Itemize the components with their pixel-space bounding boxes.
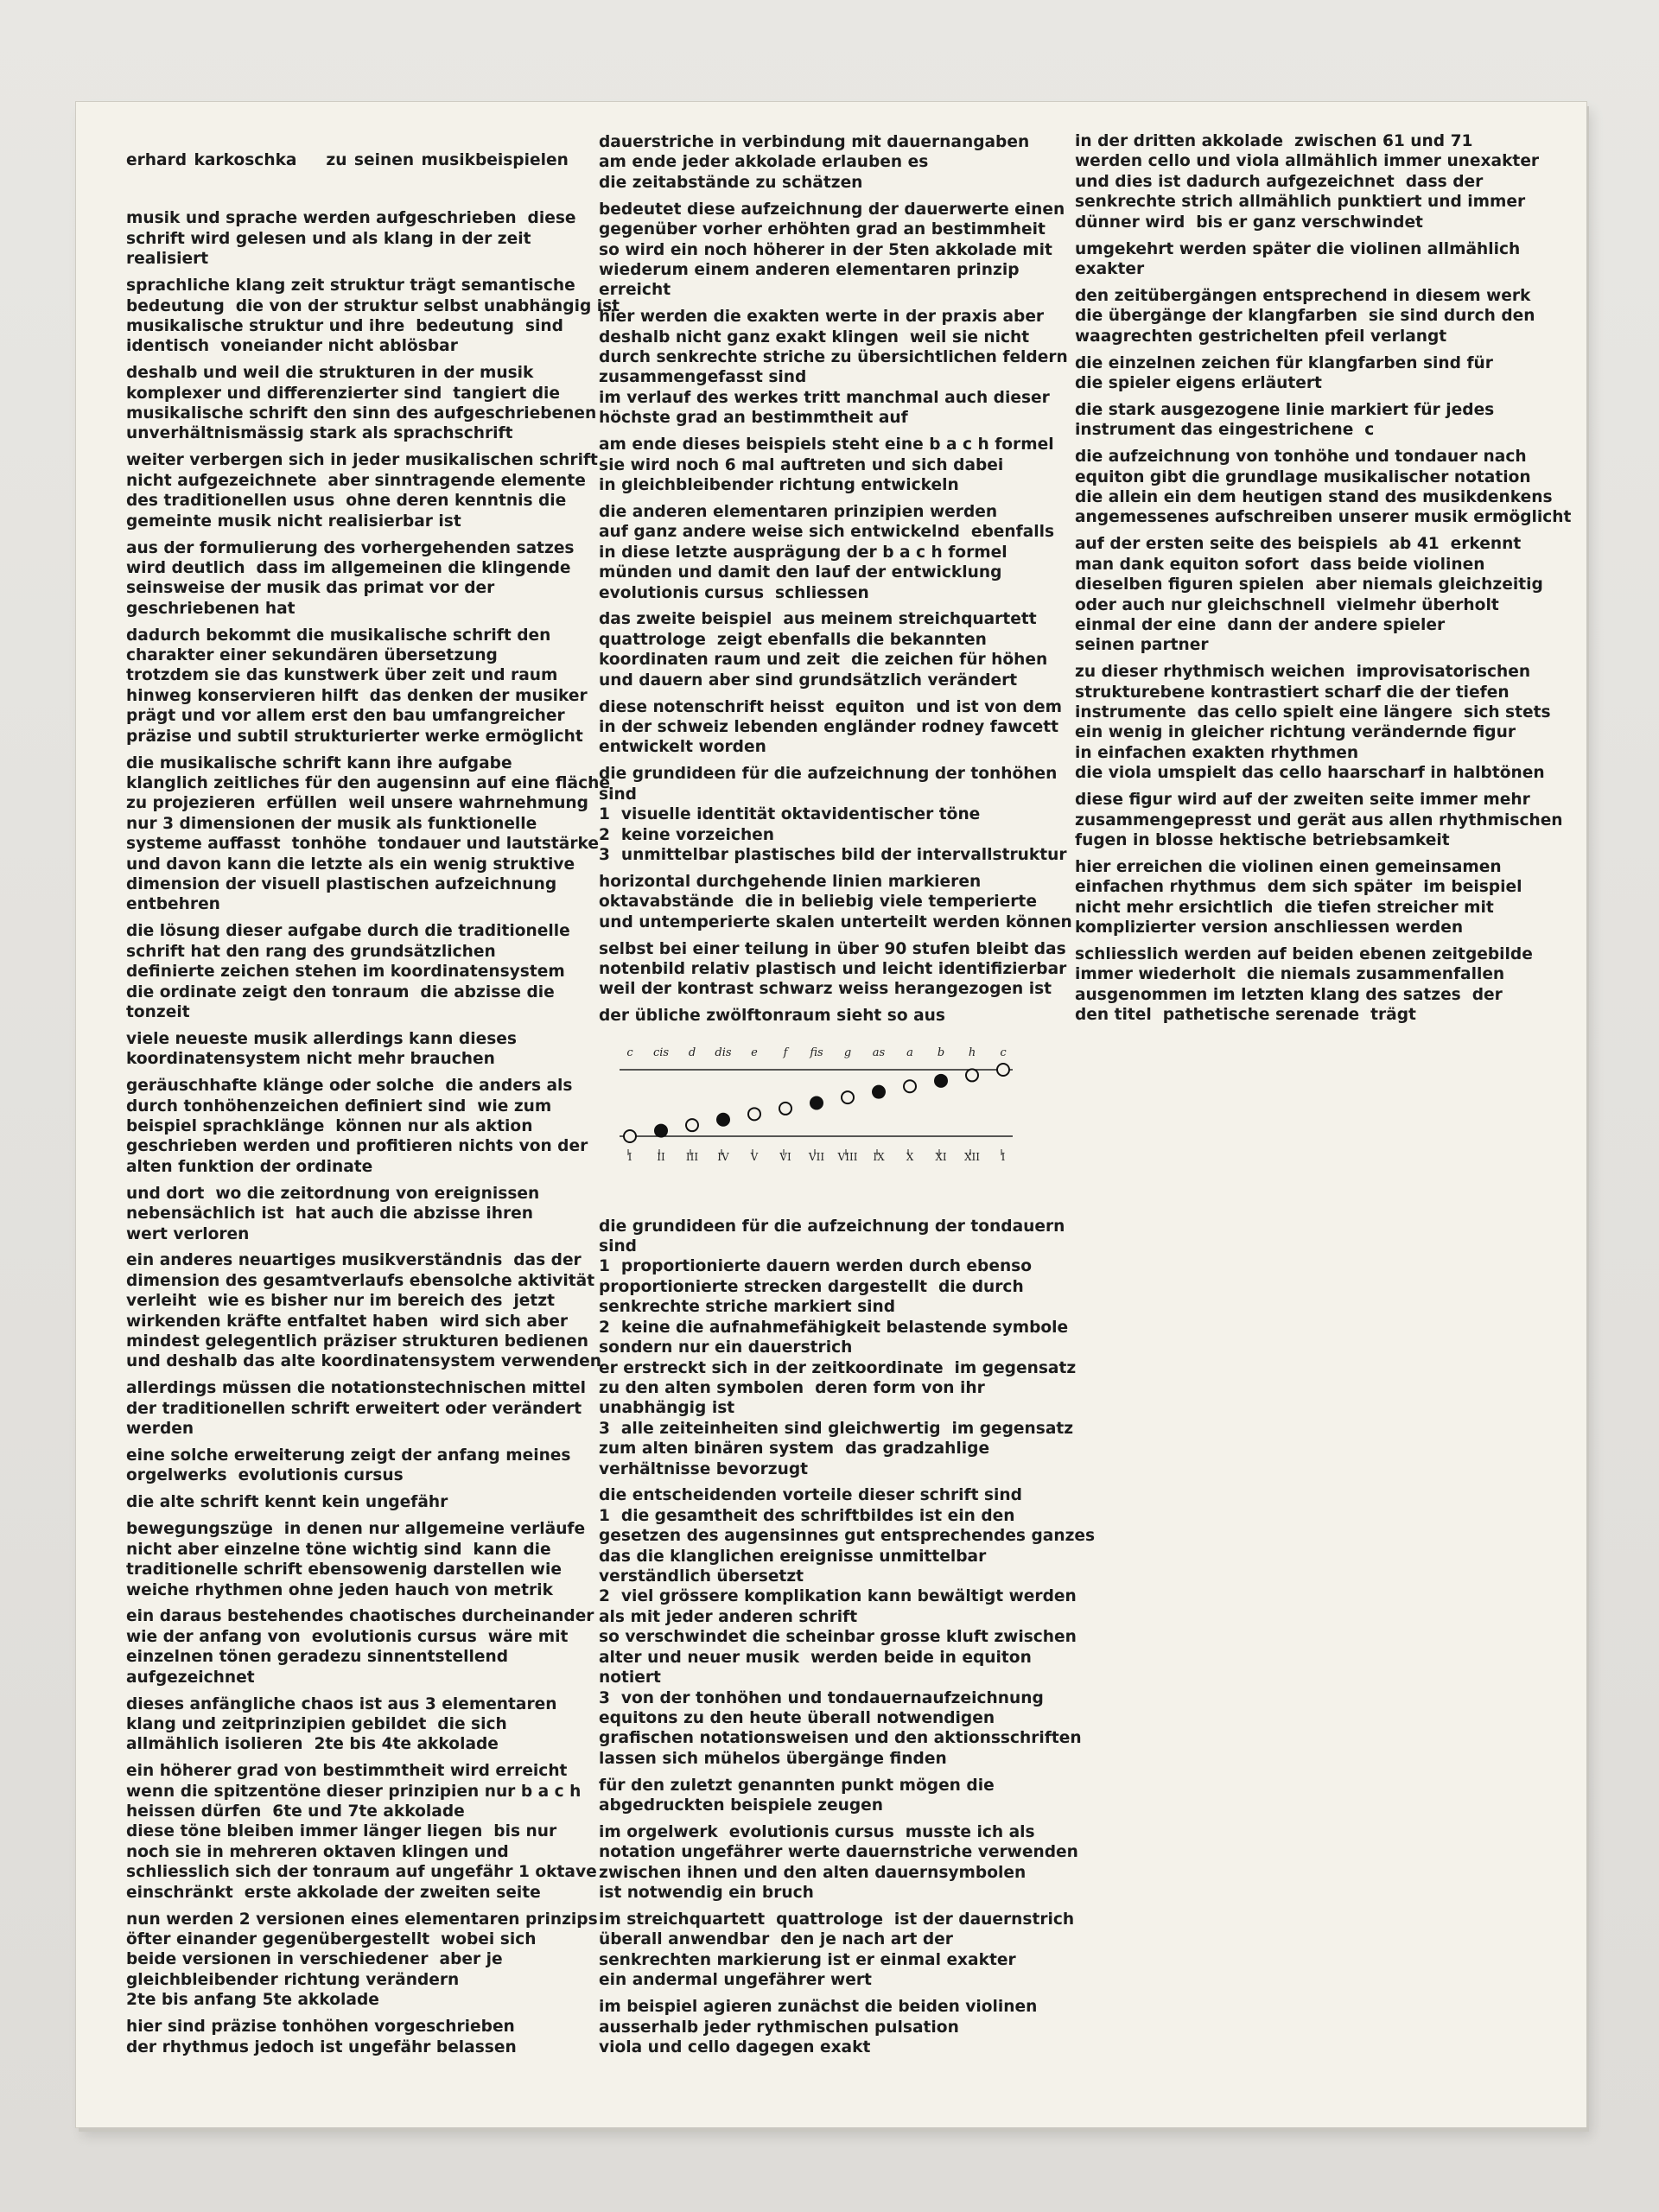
paragraph: für den zuletzt genannten punkt mögen die abgedruckten beispiele zeugen	[599, 1776, 995, 1815]
paragraph: dauerstriche in verbindung mit dauernangaben am ende jeder akkolade erlauben es die zeitabstände zu schätzen	[599, 133, 1030, 192]
paragraph: bewegungszüge in denen nur allgemeine verläufe nicht aber einzelne töne wichtig sind kann die traditionelle schrift ebensowenig darstellen wie weiche rhythmen ohne jeden hauch von metrik	[126, 1520, 586, 1599]
paragraph: deshalb und weil die strukturen in der musik komplexer und differenzierter sind tangiert die musikalische schrift den sinn des aufgeschriebenen unverhältnismässig stark als sprachschrift	[126, 364, 597, 443]
degree-label: VIII	[837, 1150, 858, 1163]
printed-sheet	[76, 102, 1586, 2127]
note-name-label: cis	[652, 1046, 670, 1059]
paragraph: ein daraus bestehendes chaotisches durcheinander wie der anfang von evolutionis cursus wäre mit einzelnen tönen geradezu sinnentstellend aufgezeichnet	[126, 1607, 594, 1687]
degree-label: X	[906, 1150, 914, 1163]
degree-label: IX	[873, 1150, 885, 1163]
degree-label: IV	[717, 1150, 729, 1163]
note-name-label: c	[1000, 1046, 1007, 1059]
degree-label: VII	[808, 1150, 825, 1163]
equiton-note	[655, 1124, 667, 1136]
equiton-note	[842, 1091, 854, 1103]
paragraph: geräuschhafte klänge oder solche die anders als durch tonhöhenzeichen definiert sind wie zum beispiel sprachklänge können nur als aktion geschrieben werden und profitieren nichts von der alten funktion der ordinate	[126, 1077, 588, 1176]
equiton-note	[810, 1096, 823, 1109]
paragraph: aus der formulierung des vorhergehenden satzes wird deutlich dass im allgemeinen die klingende seinsweise der musik das primat vor der geschriebenen hat	[126, 538, 575, 618]
paragraph: die grundideen für die aufzeichnung der tondauern sind 1 proportionierte dauern werden durch ebenso proportionierte strecken dargestellt die durch senkrechte striche markiert sind 2 keine die aufnahmefähigkeit belastende symbole sondern nur ein dauerstrich er erstreckt sich in der zeitkoordinate im gegensatz zu den alten symbolen deren form von ihr unabhängig ist 3 alle zeiteinheiten sind gleichwertig im gegensatz zum alten binären system das gradzahlige verhältnisse bevorzugt	[599, 1217, 1077, 1478]
equiton-twelve-tone-figure	[620, 1039, 1026, 1168]
degree-label: V	[750, 1150, 759, 1163]
degree-label: I	[627, 1150, 632, 1163]
paragraph: auf der ersten seite des beispiels ab 41 erkennt man dank equiton sofort dass beide violinen dieselben figuren spielen aber niemals gleichzeitig oder auch nur gleichschnell vielmehr überholt einmal der eine dann der andere spieler seinen partner	[1075, 535, 1543, 655]
paragraph: die grundideen für die aufzeichnung der tonhöhen sind 1 visuelle identität oktavidentischer töne 2 keine vorzeichen 3 unmittelbar plastisches bild der intervallstruktur	[599, 765, 1067, 864]
degree-label: XI	[935, 1150, 947, 1163]
paragraph: diese notenschrift heisst equiton und ist von dem in der schweiz lebenden engländer rodney fawcett entwickelt worden	[599, 697, 1063, 757]
paragraph: und dort wo die zeitordnung von ereignissen nebensächlich ist hat auch die abzisse ihren wert verloren	[126, 1184, 540, 1243]
paragraph: das zweite beispiel aus meinem streichquartett quattrologe zeigt ebenfalls die bekannten koordinaten raum und zeit die zeichen für höhen und dauern aber sind grundsätzlich verändert	[599, 610, 1048, 690]
paragraph: die aufzeichnung von tonhöhe und tondauer nach equiton gibt die grundlage musikalischer notation die allein ein dem heutigen stand des musikdenkens angemessenes aufschreiben unserer musik ermöglicht	[1075, 448, 1572, 527]
note-name-label: dis	[715, 1046, 732, 1059]
paragraph: im beispiel agieren zunächst die beiden violinen ausserhalb jeder rythmischen pulsation viola und cello dagegen exakt	[599, 1998, 1038, 2056]
paragraph: in der dritten akkolade zwischen 61 und 71 werden cello und viola allmählich immer unexakter und dies ist dadurch aufgezeichnet dass der senkrechte strich allmählich punktiert und immer dünner wird bis er ganz verschwindet	[1075, 132, 1540, 232]
note-name-label: a	[906, 1046, 913, 1059]
degree-label: XII	[963, 1150, 981, 1163]
paragraph: eine solche erweiterung zeigt der anfang meines orgelwerks evolutionis cursus	[126, 1446, 571, 1485]
column-3	[1075, 132, 1576, 1032]
paragraph: die alte schrift kennt kein ungefähr	[126, 1493, 448, 1512]
paragraph: die anderen elementaren prinzipien werden auf ganz andere weise sich entwickelnd ebenfalls in diese letzte ausprägung der b a c h formel münden und damit den lauf der entwicklung evolutionis cursus schliessen	[599, 502, 1055, 602]
paragraph: selbst bei einer teilung in über 90 stufen bleibt das notenbild relativ plastisch und leicht identifizierbar weil der kontrast schwarz weiss herangezogen ist	[599, 939, 1067, 999]
paragraph: nun werden 2 versionen eines elementaren prinzips öfter einander gegenübergestellt wobei sich beide versionen in verschiedener aber je gleichbleibender richtung verändern 2te bis anfang 5te akkolade	[126, 1910, 598, 2010]
paragraph: der übliche zwölftonraum sieht so aus	[599, 1007, 945, 1026]
paragraph: diese figur wird auf der zweiten seite immer mehr zusammengepresst und gerät aus allen rhythmischen fugen in blosse hektische betriebsamkeit	[1075, 791, 1563, 849]
paragraph: umgekehrt werden später die violinen allmählich exakter	[1075, 239, 1521, 278]
note-name-label: f	[783, 1046, 788, 1059]
equiton-note	[935, 1074, 947, 1086]
equiton-note	[624, 1130, 636, 1142]
paragraph: allerdings müssen die notationstechnischen mittel der traditionellen schrift erweitert oder verändert werden	[126, 1379, 586, 1439]
note-name-label: as	[872, 1046, 886, 1059]
paragraph: hier erreichen die violinen einen gemeinsamen einfachen rhythmus dem sich später im beispiel nicht mehr ersichtlich die tiefen streicher mit komplizierter version anschliessen werden	[1075, 857, 1522, 938]
paragraph: ein höherer grad von bestimmtheit wird erreicht wenn die spitzentöne dieser prinzipien nur b a c h heissen dürfen 6te und 7te akkolade diese töne bleiben immer länger liegen bis nur noch sie in mehreren oktaven klingen und schliesslich sich der tonraum auf ungefähr 1 oktave einschränkt erste akkolade der zweiten seite	[126, 1762, 597, 1902]
equiton-note	[873, 1085, 885, 1097]
column-1	[126, 150, 620, 2063]
paragraph: die musikalische schrift kann ihre aufgabe klanglich zeitliches für den augensinn auf eine fläche zu projezieren erfüllen weil unsere wahrnehmung nur 3 dimensionen der musik als funktionelle systeme auffasst tonhöhe tondauer und lautstärke und davon kann die letzte als ein wenig struktive dimension der visuell plastischen aufzeichnung entbehren	[126, 753, 610, 914]
equiton-note	[966, 1069, 978, 1081]
degree-label: VI	[779, 1150, 791, 1163]
paragraph: hier werden die exakten werte in der praxis aber deshalb nicht ganz exakt klingen weil sie nicht durch senkrechte striche zu übersichtlichen feldern zusammengefasst sind im verlauf des werkes tritt manchmal auch dieser höchste grad an bestimmtheit auf	[599, 308, 1068, 428]
paragraph: horizontal durchgehende linien markieren oktavabstände die in beliebig viele temperierte und untemperierte skalen unterteilt werden können	[599, 872, 1072, 931]
paragraph: die lösung dieser aufgabe durch die traditionelle schrift hat den rang des grundsätzlichen definierte zeichen stehen im koordinatensystem die ordinate zeigt den tonraum die abzisse die tonzeit	[126, 922, 570, 1021]
degree-label: II	[657, 1150, 665, 1163]
note-name-label: g	[843, 1046, 852, 1059]
paragraph: die stark ausgezogene linie markiert für jedes instrument das eingestrichene c	[1075, 400, 1495, 440]
paragraph: im streichquartett quattrologe ist der dauernstrich überall anwendbar den je nach art der senkrechten markierung ist er einmal exakter ein andermal ungefährer wert	[599, 1910, 1075, 1990]
paragraph: die einzelnen zeichen für klangfarben sind für die spieler eigens erläutert	[1075, 353, 1493, 392]
equiton-note	[748, 1108, 760, 1120]
paragraph: hier sind präzise tonhöhen vorgeschrieben der rhythmus jedoch ist ungefähr belassen	[126, 2018, 517, 2056]
paragraph: den zeitübergängen entsprechend in diesem werk die übergänge der klangfarben sie sind durch den waagrechten gestrichelten pfeil verlangt	[1075, 286, 1535, 346]
note-name-label: fis	[810, 1046, 823, 1059]
paragraph: im orgelwerk evolutionis cursus musste ich als notation ungefährer werte dauernstriche verwenden zwischen ihnen und den alten dauernsymbolen ist notwendig ein bruch	[599, 1822, 1078, 1903]
equiton-note	[717, 1113, 729, 1125]
note-name-label: c	[626, 1046, 633, 1059]
equiton-note	[686, 1119, 698, 1131]
note-name-label: d	[688, 1046, 696, 1059]
paragraph: schliesslich werden auf beiden ebenen zeitgebilde immer wiederholt die niemals zusammenfallen ausgenommen im letzten klang des satzes der den titel pathetische serenade trägt	[1075, 945, 1533, 1025]
paragraph: dieses anfängliche chaos ist aus 3 elementaren klang und zeitprinzipien gebildet die sich allmählich isolieren 2te bis 4te akkolade	[126, 1694, 557, 1754]
note-name-label: e	[751, 1046, 758, 1059]
paragraph: am ende dieses beispiels steht eine b a c h formel sie wird noch 6 mal auftreten und sich dabei in gleichbleibender richtung entwickeln	[599, 435, 1054, 494]
equiton-note	[997, 1064, 1009, 1076]
paragraph: zu dieser rhythmisch weichen improvisatorischen strukturebene kontrastiert scharf die der tiefen instrumente das cello spielt eine längere sich stets ein wenig in gleicher richtung verändernde figur in einfachen exakten rhythmen die viola umspielt das cello haarscharf in halbtönen	[1075, 663, 1551, 783]
paragraph: dadurch bekommt die musikalische schrift den charakter einer sekundären übersetzung trotzdem sie das kunstwerk über zeit und raum hinweg konservieren hilft das denken der musiker prägt und vor allem erst den bau umfangreicher präzise und subtil strukturierter werke ermöglicht	[126, 626, 588, 746]
degree-label: I	[1001, 1150, 1006, 1163]
paragraph: sprachliche klang zeit struktur trägt semantische bedeutung die von der struktur selbst unabhängig ist musikalische struktur und ihre bedeutung sind identisch voneiander nicht ablösbar	[126, 276, 620, 356]
paragraph: ein anderes neuartiges musikverständnis das der dimension des gesamtverlaufs ebensolche aktivität verleiht wie es bisher nur im bereich des jetzt wirkenden kräfte entfaltet haben wird sich aber mindest gelegentlich präziser strukturen bedienen und deshalb das alte koordinatensystem verwenden	[126, 1251, 601, 1371]
note-name-label: h	[968, 1046, 976, 1059]
paragraph: musik und sprache werden aufgeschrieben diese schrift wird gelesen und als klang in der zeit realisiert	[126, 209, 576, 269]
degree-label: III	[685, 1150, 699, 1163]
title-text: zu seinen musikbeispielen	[326, 151, 569, 169]
equiton-note	[779, 1103, 791, 1115]
paragraph: die entscheidenden vorteile dieser schrift sind 1 die gesamtheit des schriftbildes ist ein den gesetzen des augensinnes gut entsprechendes ganzes das die klanglichen ereignisse unmittelbar verständlich übersetzt 2 viel grössere komplikation kann bewältigt werden als mit jeder anderen schrift so verschwindet die scheinbar grosse kluft zwischen alter und neuer musik werden beide in equiton notiert 3 von der tonhöhen und tondauernaufzeichnung equitons zu den heute überall notwendigen grafischen notationsweisen und den aktionsschriften lassen sich mühelos übergänge finden	[599, 1486, 1096, 1768]
equiton-note	[904, 1080, 916, 1092]
page-title	[126, 150, 610, 170]
paragraph: viele neueste musik allerdings kann dieses koordinatensystem nicht mehr brauchen	[126, 1029, 517, 1069]
paragraph: weiter verbergen sich in jeder musikalischen schrift nicht aufgezeichnete aber sinntragende elemente des traditionellen usus ohne deren kenntnis die gemeinte musik nicht realisierbar ist	[126, 451, 598, 531]
note-name-label: b	[937, 1046, 945, 1059]
equiton-diagram	[620, 1039, 1026, 1168]
column-2	[599, 133, 1143, 2064]
paragraph: bedeutet diese aufzeichnung der dauerwerte einen gegenüber vorher erhöhten grad an bestimmheit so wird ein noch höherer in der 5ten akkolade mit wiederum einem anderen elementaren prinzip erreicht	[599, 200, 1065, 300]
title-author: erhard karkoschka	[126, 151, 297, 169]
